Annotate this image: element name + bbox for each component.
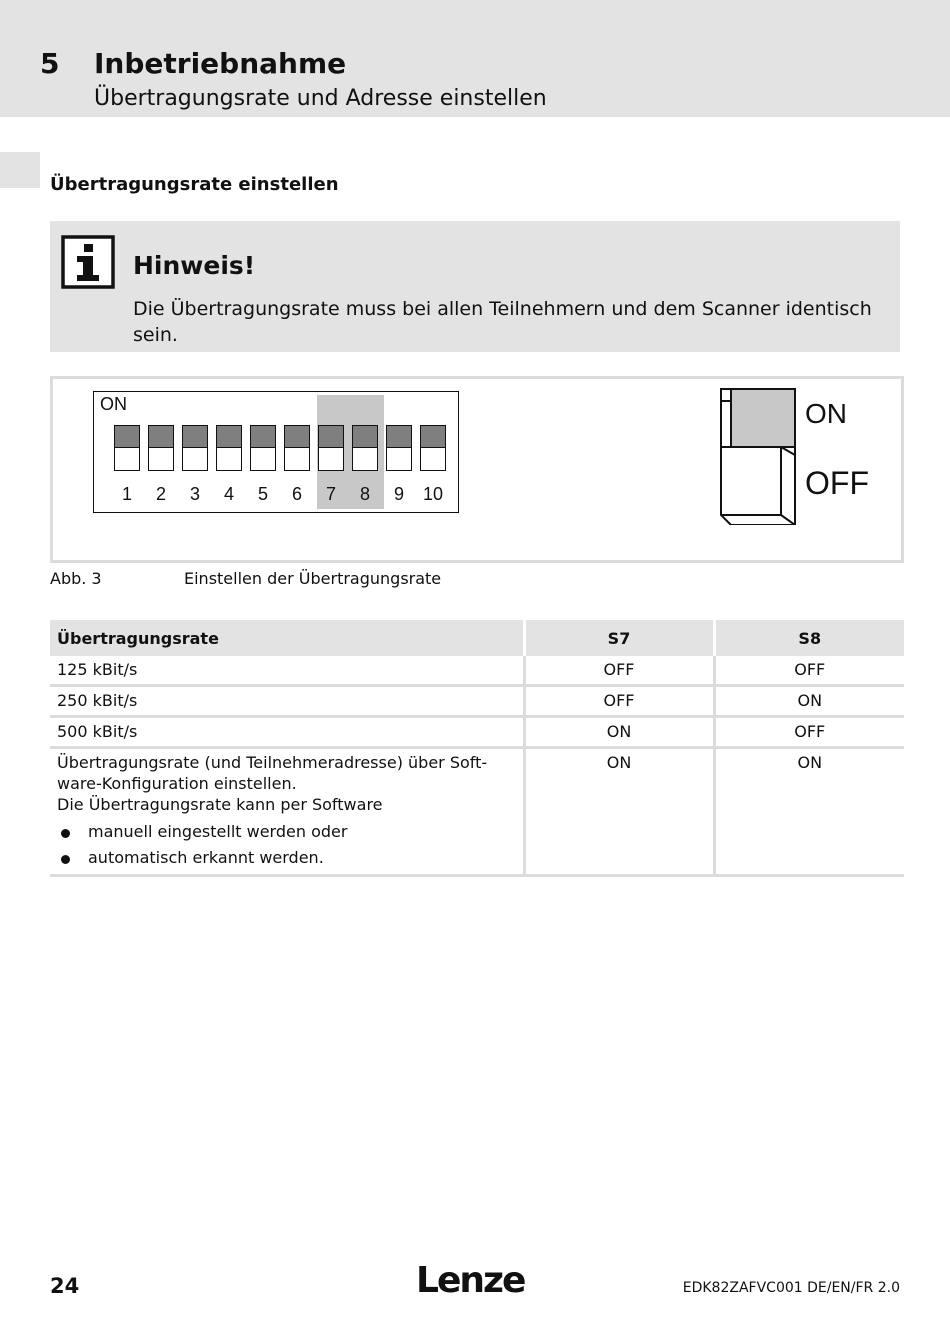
header-rate: Übertragungsrate	[50, 620, 524, 656]
dip-switch-2	[148, 425, 174, 471]
table-row	[50, 717, 904, 748]
s8-cell: OFF	[714, 656, 904, 686]
software-config-cell	[50, 748, 524, 876]
rate-cell: 250 kBit/s	[50, 686, 524, 717]
section-title: Übertragungsrate einstellen	[50, 174, 339, 195]
dip-switch-number: 1	[121, 484, 132, 504]
dip-switch-number: 9	[393, 484, 404, 504]
switch-position-icon	[717, 385, 807, 525]
dip-switch-number: 4	[223, 484, 234, 504]
dip-switch-knob	[183, 426, 207, 448]
figure-caption-text: Einstellen der Übertragungsrate	[184, 569, 442, 588]
bullet-list	[57, 819, 516, 871]
chapter-number: 5	[40, 47, 60, 80]
dip-switch-number: 8	[359, 484, 370, 504]
baud-rate-table	[50, 620, 904, 877]
rate-cell: 500 kBit/s	[50, 717, 524, 748]
dip-switch-block	[93, 391, 459, 513]
dip-switch-knob	[387, 426, 411, 448]
table-row	[50, 686, 904, 717]
s7-cell: OFF	[524, 656, 714, 686]
lenze-logo: Lenze	[416, 1260, 525, 1301]
bullet-icon	[61, 829, 70, 838]
dip-switch-6	[284, 425, 310, 471]
note-box	[50, 221, 900, 352]
dip-switch-knob	[115, 426, 139, 448]
dip-switch-5	[250, 425, 276, 471]
software-text-line: Übertragungsrate (und Teilnehmeradresse) über Soft-	[57, 753, 488, 772]
dip-switch-9	[386, 425, 412, 471]
chapter-subtitle: Übertragungsrate und Adresse einstellen	[94, 86, 547, 111]
chapter-title: Inbetriebnahme	[94, 47, 347, 80]
dip-switch-number: 3	[189, 484, 200, 504]
document-reference: EDK82ZAFVC001 DE/EN/FR 2.0	[682, 1280, 900, 1296]
dip-switch-knob	[285, 426, 309, 448]
dip-switch-8	[352, 425, 378, 471]
dip-switch-7	[318, 425, 344, 471]
dip-switch-1	[114, 425, 140, 471]
dip-switch-4	[216, 425, 242, 471]
bullet-item	[57, 819, 516, 845]
dip-switch-knob	[353, 426, 377, 448]
bullet-icon	[61, 855, 70, 864]
dip-switch-number: 6	[291, 484, 302, 504]
dip-switch-knob	[217, 426, 241, 448]
table-header-row	[50, 620, 904, 656]
legend-on: ON	[805, 398, 847, 429]
legend-off: OFF	[805, 465, 869, 501]
s8-cell: ON	[714, 748, 904, 876]
software-text-line: ware-Konfiguration einstellen.	[57, 774, 297, 793]
rate-cell: 125 kBit/s	[50, 656, 524, 686]
note-title: Hinweis!	[133, 251, 256, 280]
table-row-software	[50, 748, 904, 876]
dip-switch-knob	[251, 426, 275, 448]
dip-switch-knob	[319, 426, 343, 448]
s7-cell: OFF	[524, 686, 714, 717]
dip-switch-knob	[149, 426, 173, 448]
figure-caption-label: Abb. 3	[50, 569, 102, 588]
dip-switch-knob	[421, 426, 445, 448]
header-s8: S8	[714, 620, 904, 656]
bullet-text: automatisch erkannt werden.	[88, 848, 324, 867]
dip-switch-10	[420, 425, 446, 471]
chapter-header	[0, 0, 950, 117]
dip-switch-number: 2	[155, 484, 166, 504]
dip-switch-3	[182, 425, 208, 471]
dip-switch-number: 7	[325, 484, 336, 504]
side-tab-marker	[0, 152, 40, 188]
s7-cell: ON	[524, 717, 714, 748]
dip-on-label: ON	[100, 394, 127, 414]
page-number: 24	[50, 1274, 80, 1298]
dip-switch-number: 5	[257, 484, 268, 504]
s7-cell: ON	[524, 748, 714, 876]
dip-switch-figure	[50, 376, 904, 563]
header-s7: S7	[524, 620, 714, 656]
dip-switch-number: 10	[422, 484, 444, 504]
software-text-line: Die Übertragungsrate kann per Software	[57, 795, 383, 814]
bullet-item	[57, 845, 516, 871]
info-icon	[61, 235, 115, 289]
table-row	[50, 656, 904, 686]
s8-cell: ON	[714, 686, 904, 717]
note-text: Die Übertragungsrate muss bei allen Teilnehmern und dem Scanner identisch sein.	[133, 298, 872, 346]
s8-cell: OFF	[714, 717, 904, 748]
bullet-text: manuell eingestellt werden oder	[88, 822, 348, 841]
